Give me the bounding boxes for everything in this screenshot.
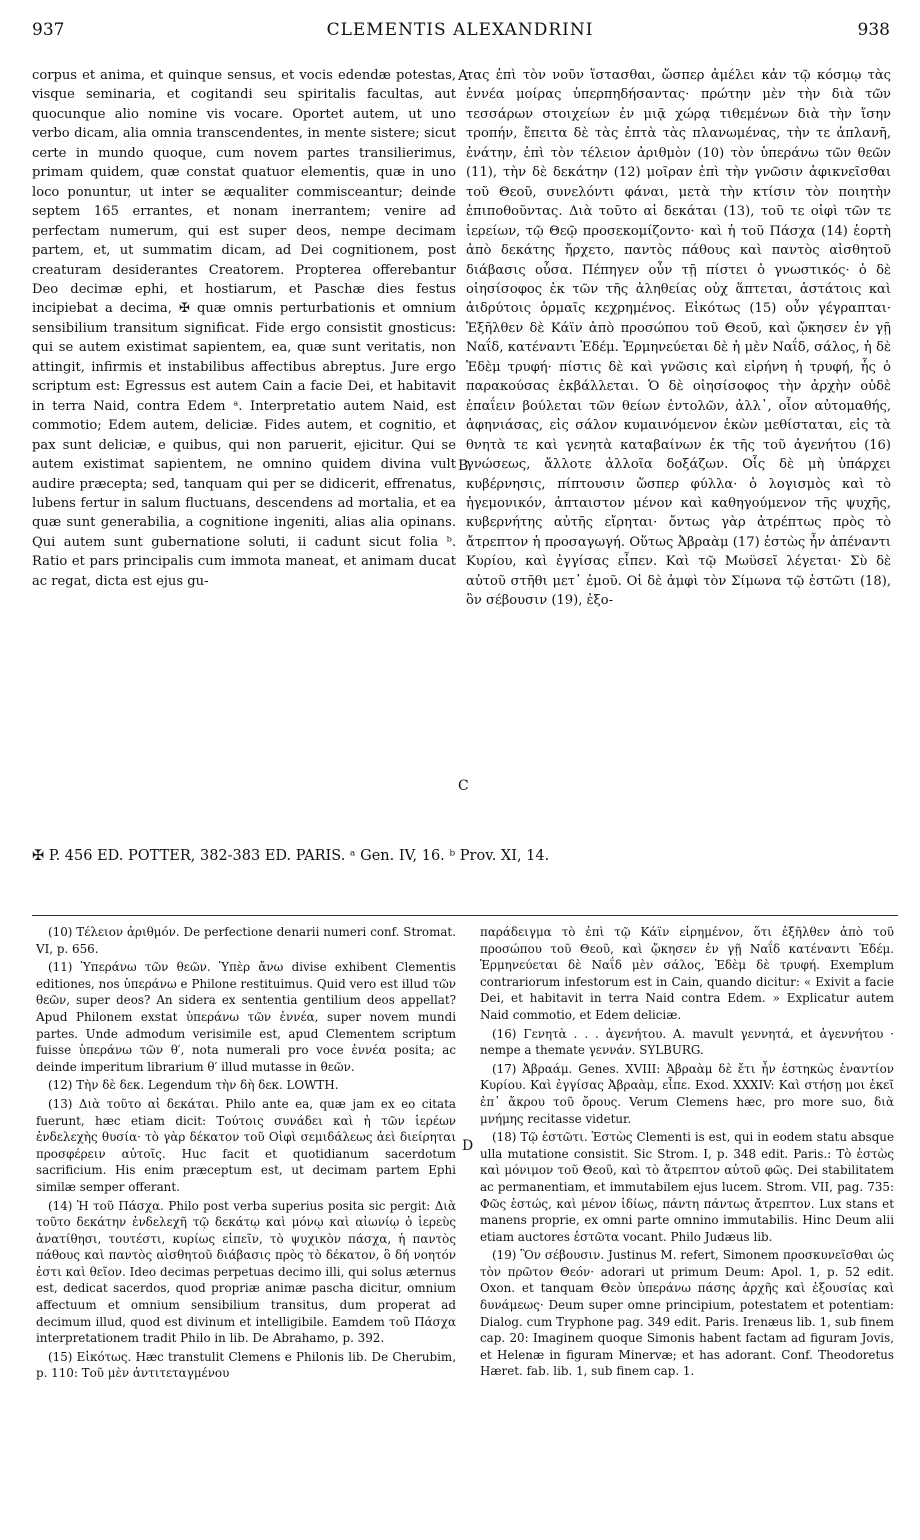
greek-paragraph: τας ἐπὶ τὸν νοῦν ἵστασθαι, ὥσπερ ἀμέλει κἀν τῷ κόσμῳ τὰς ἐννέα μοίρας ὑπερπηδήσαντας· πρώτην μὲν τὴν διὰ τῶν τεσσάρων στοιχείων ἐν μιᾷ χώρᾳ τιθεμένων διὰ τὴν ἴσην τροπήν, ἔπειτα δὲ τὰς ἑπτὰ τὰς πλανωμένας, τὴν τε ἀπλανῆ, ἐνάτην, ἐπὶ τὸν τέλειον ἀριθμὸν (10) τὸν ὑπεράνω τῶν θεῶν (11), τὴν δὲ δεκάτην (12) μοῖραν ἐπὶ τὴν γνῶσιν ἀφικνεῖσθαι τοῦ Θεοῦ, συνελόντι φάναι, μετὰ τὴν κτίσιν τὸν ποιητὴν ἐπιποθοῦντας. Διὰ τοῦτο αἱ δεκάται (13), τοῦ τε οἰφὶ τῶν τε ἱερείων, τῷ Θεῷ προσεκομίζοντο· καὶ ἡ τοῦ Πάσχα (14) ἑορτὴ ἀπὸ δεκάτης ἤρχετο, παντὸς πάθους καὶ παντὸς αἰσθητοῦ διάβασις οὖσα. Πέπηγεν οὖν τῇ πίστει ὁ γνωστικός· ὁ δὲ οἰησίσοφος ἐκ τῶν τῆς ἀληθείας οὐχ ἅπτεται, ἀστάτοις καὶ ἀιδρύτοις ὁρμαῖς κεχρημένος. Εἰκότως (15) οὖν γέγραπται· Ἐξῆλθεν δὲ Κάϊν ἀπὸ προσώπου τοῦ Θεοῦ, καὶ ᾤκησεν ἐν γῇ Ναΐδ, κατέναντι Ἐδέμ. Ἑρμηνεύεται δὲ ἡ μὲν Ναΐδ, σάλος, ἡ δὲ Ἐδὲμ τρυφή· πίστις δὲ καὶ γνῶσις καὶ εἰρήνη ἡ τρυφή, ἧς ὁ παρακούσας ἐκβάλλεται. Ὁ δὲ οἰησίσοφος τὴν ἀρχὴν οὐδὲ ἐπαΐειν βούλεται τῶν θείων ἐντολῶν, ἀλλ᾽, οἷον αὐτομαθής, ἀφηνιάσας, εἰς σάλον κυμαινόμενον ἑκὼν μεθίσταται, εἰς τὰ θνητὰ τε καὶ γενητὰ καταβαίνων ἐκ τῆς τοῦ ἀγενήτου (16) γνώσεως, ἄλλοτε ἀλλοῖα δοξάζων. Οἷς δὲ μὴ ὑπάρχει κυβέρνησις, πίπτουσιν ὥσπερ φύλλα· ὁ λογισμὸς καὶ τὸ ἡγεμονικόν, ἀπταιστον μένον καὶ καθηγούμενον τῆς ψυχῆς, κυβερνήτης αὐτῆς εἴρηται· ὄντως γὰρ ἀτρέπτως πρὸς τὸ ἄτρεπτον ἡ προσαγωγή. Οὕτως Ἀβραὰμ (17) ἑστὼς ἦν ἀπέναντι Κυρίου, καὶ ἐγγίσας εἶπεν. Καὶ τῷ Μωϋσεῖ λέγεται· Σὺ δὲ αὐτοῦ στῆθι μετ᾽ ἐμοῦ. Οἱ δὲ ἀμφὶ τὸν Σίμωνα τῷ ἑστῶτι (18), ὃν σέβουσιν (19), ἐξο-: [466, 68, 891, 609]
greek-text-column: [466, 66, 891, 611]
running-title: CLEMENTIS ALEXANDRINI: [326, 20, 594, 40]
margin-marker-a: A: [458, 68, 469, 84]
footnote: (13) Διὰ τοῦτο αἱ δεκάται. Philo ante ea, quæ jam ex eo citata fuerunt, hæc etiam dicit: Τούτοις συνάδει καὶ ἡ τῶν ἱερέων ἐνδελεχὴς θυσία· τὸ γὰρ δέκατον τοῦ Οἰφὶ σεμιδάλεως ἀεὶ διείρηται προσφέρειν αὐτοῖς. Huc facit et quotidianum sacerdotum sacrificium. His enim præceptum est, ut decimam partem Ephi similæ semper offerant.: [36, 1096, 456, 1194]
footnote: (12) Τὴν δὲ δεκ. Legendum τὴν δὴ δεκ. LOWTH.: [48, 1078, 339, 1093]
footnote: (15) Εἰκότως. Hæc transtulit Clemens e Philonis lib. De Cherubim, p. 110: Τοῦ μὲν ἀντιτεταγμένου: [36, 1349, 456, 1381]
footnotes-right-column: [480, 924, 894, 1382]
edition-reference-line: ✠ P. 456 ED. POTTER, 382-383 ED. PARIS. ᵃ Gen. IV, 16. ᵇ Prov. XI, 14.: [32, 848, 550, 864]
footnote: (19) Ὃν σέβουσιν. Justinus M. refert, Simonem προσκυνεῖσθαι ὡς τὸν πρῶτον Θεόν· adorari ut primum Deum: Apol. 1, p. 52 edit. Oxon. et tanquam Θεὸν ὑπεράνω πάσης ἀρχῆς καὶ ἐξουσίας καὶ δυνάμεως· Deum super omne principium, potestatem et potentiam: Dialog. cum Tryphone pag. 349 edit. Paris. Irenæus lib. 1, sub finem cap. 20: Imaginem quoque Simonis habent factam ad figuram Jovis, et Helenæ in figuram Minervæ; et has adorant. Conf. Theodoretus Hæret. fab. lib. 1, sub finem cap. 1.: [480, 1248, 894, 1379]
footnotes-left-column: [36, 924, 456, 1384]
notes-divider: [32, 915, 898, 916]
page-number-left: 937: [32, 20, 65, 40]
margin-marker-c: C: [458, 778, 469, 794]
footnote: (14) Ἡ τοῦ Πάσχα. Philo post verba superius posita sic pergit: Διὰ τοῦτο δεκάτην ἐνδελεχῆ τῷ δεκάτῳ καὶ μόνῳ καὶ αἰωνίῳ ὁ ἱερεὺς ἀνατίθησι, τουτέστι, κυρίως εἰπεῖν, τὸ ψυχικὸν πάσχα, ἡ παντὸς πάθους καὶ παντὸς αἰσθητοῦ διάβασις πρὸς τὸ δέκατον, ὃ δή νοητόν ἐστι καὶ θεῖον. Ideo decimas perpetuas decimo illi, qui solus æternus est, dedicat sacerdos, quod propriæ animæ pascha dicitur, omnium affectuum et omnium sensibilium transitus, dum properat ad decimum illud, quod est divinum et intelligibile. Eamdem τοῦ Πάσχα interpretationem tradit Philo in lib. De Abrahamo, p. 392.: [36, 1198, 456, 1346]
footnote: (11) Ὑπεράνω τῶν θεῶν. Ὑπὲρ ἄνω divise exhibent Clementis editiones, nos ὑπεράνω e Philone restituimus. Quid vero est illud τῶν θεῶν, super deos? An sidera ex sententia gentilium deos appellat? Apud Philonem exstat ὑπεράνω τῶν ἐννέα, super novem mundi partes. Unde admodum verisimile est, apud Clementem scriptum fuisse ὑπεράνω τῶν θ′, nota numerali pro voce ἐννέα posita; ac deinde imperitum librarium θ′ illud mutasse in θεῶν.: [36, 960, 456, 1074]
footnote: (18) Τῷ ἑστῶτι. Ἑστὼς Clementi is est, qui in eodem statu absque ulla mutatione consistit. Sic Strom. I, p. 348 edit. Paris.: Τὸ ἑστὼς καὶ μόνιμον τοῦ Θεοῦ, καὶ τὸ ἄτρεπτον αὐτοῦ φῶς. Dei stabilitatem ac permanentiam, et immutabilem ejus lucem. Strom. VII, pag. 735: Φῶς ἑστώς, καὶ μένον ἰδίως, πάντη πάντως ἄτρεπτον. Lux stans et manens proprie, ex omni parte omnino immutabilis. Hinc Deum alii etiam auctores ἑστῶτα vocant. Philo Judæus lib.: [480, 1130, 894, 1244]
latin-text-column: [32, 66, 456, 591]
footnote: (10) Τέλειον ἀριθμόν. De perfectione denarii numeri conf. Stromat. VI, p. 656.: [36, 925, 456, 956]
footnote: (16) Γενητὰ . . . ἀγενήτου. A. mavult γεννητά, et ἀγεννήτου · nempe a themate γεννάν. SYLBURG.: [480, 1026, 894, 1058]
page-header: [0, 20, 920, 56]
page-number-right: 938: [857, 20, 890, 40]
margin-marker-b: B: [458, 458, 469, 474]
latin-paragraph: corpus et anima, et quinque sensus, et vocis edendæ potestas, visque seminaria, et cogitandi seu spiritalis facultas, aut quocunque alio nomine vis vocare. Oportet autem, ut uno verbo dicam, alia omnia transcendentes, in mente sistere; sicut certe in mundo quoque, cum novem partes transilierimus, primam quidem, quæ constat quatuor elementis, quæ in uno loco ponuntur, ut inter se æqualiter commisceantur; deinde septem 165 errantes, et nonam inerrantem; venire ad perfectam numerum, qui est super deos, nempe decimam partem, et, ut summatim dicam, ad Dei cognitionem, post creaturam desiderantes Creatorem. Propterea offerebantur Deo decimæ ephi, et hostiarum, et Paschæ dies festus incipiebat a decima, ✠ quæ omnis perturbationis et omnium sensibilium transitum significat. Fide ergo consistit gnosticus: qui se autem existimat sapientem, ea, quæ sunt veritatis, non attingit, infirmis et instabilibus affectibus abreptus. Jure ergo scriptum est: Egressus est autem Cain a facie Dei, et habitavit in terra Naid, contra Edem ᵃ. Interpretatio autem Naid, est commotio; Edem autem, deliciæ. Fides autem, et cognitio, et pax sunt deliciæ, e quibus, qui non paruerit, ejicitur. Qui se autem existimat sapientem, ne omnino quidem divina vult audire præcepta; sed, tanquam qui per se didicerit, effrenatus, lubens fertur in salum fluctuans, descendens ad mortalia, et ea quæ sunt generabilia, a cognitione ingeniti, alias alia opinans. Qui autem sunt gubernatione soluti, ii cadunt sicut folia ᵇ. Ratio et pars principalis cum immota maneat, et animam ducat ac regat, dicta est ejus gu-: [32, 68, 456, 589]
footnote-continuation: παράδειγμα τὸ ἐπὶ τῷ Κάϊν εἰρημένον, ὅτι ἐξῆλθεν ἀπὸ τοῦ προσώπου τοῦ Θεοῦ, καὶ ᾤκησεν ἐν γῇ Ναΐδ κατέναντι Ἐδέμ. Ἑρμηνεύεται δὲ Ναΐδ μὲν σάλος, Ἐδὲμ δὲ τρυφή. Exemplum contrariorum infestorum est in Cain, quando dicitur: « Exivit a facie Dei, et habitavit in terra Naid contra Edem. » Explicatur autem Naid commotio, et Edem deliciæ.: [480, 925, 894, 1022]
margin-marker-d: D: [462, 1138, 474, 1154]
footnote: (17) Ἀβραάμ. Genes. XVIII: Ἀβραὰμ δὲ ἔτι ἦν ἑστηκὼς ἐναντίον Κυρίου. Καὶ ἐγγίσας Ἀβραὰμ, εἶπε. Exod. XXXIV: Καὶ στήσῃ μοι ἐκεῖ ἐπ᾽ ἄκρου τοῦ ὄρους. Verum Clemens hæc, pro more suo, διὰ μνήμης recitasse videtur.: [480, 1061, 894, 1126]
